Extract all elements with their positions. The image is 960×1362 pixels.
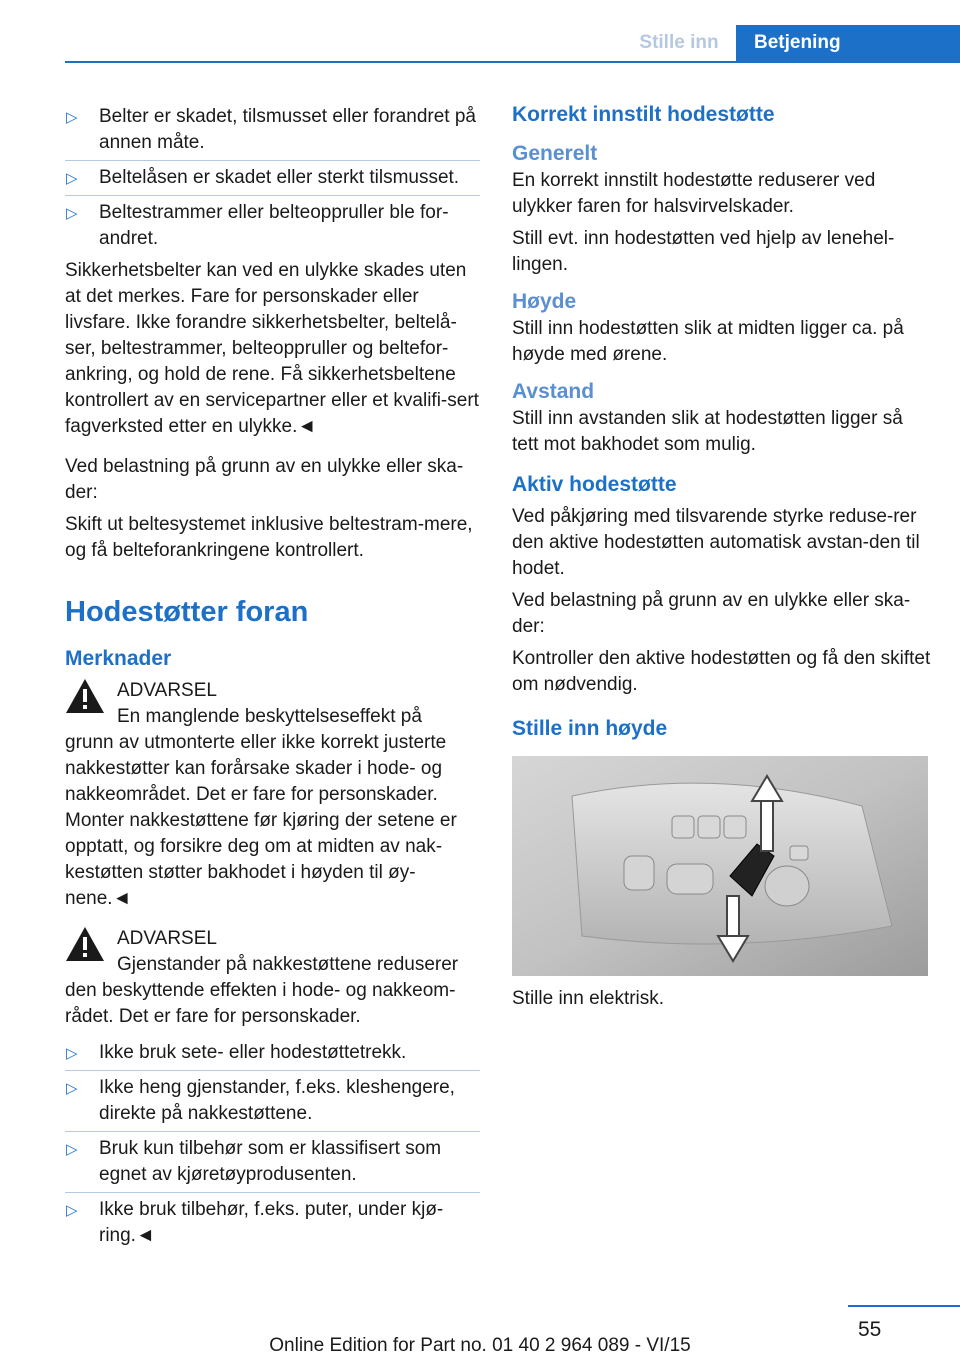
triangle-right-icon: ▷	[66, 1141, 78, 1158]
paragraph: Ved påkjøring med tilsvarende styrke reduse-rer den aktive hodestøtten automatisk avstan-den til hodet.	[512, 506, 920, 579]
heading-stille-inn-hoyde: Stille inn høyde	[512, 717, 668, 740]
left-column	[65, 100, 480, 1255]
triangle-right-icon: ▷	[66, 170, 78, 187]
tab-stille-inn[interactable]: Stille inn	[639, 32, 719, 53]
warning-triangle-icon	[65, 678, 105, 714]
page-number: 55	[858, 1318, 882, 1341]
list-item: ▷ Ikke heng gjenstander, f.eks. kleshengere, direkte på nakkestøttene.	[65, 1071, 480, 1132]
heading-aktiv-hodestotte: Aktiv hodestøtte	[512, 473, 677, 496]
triangle-right-icon: ▷	[66, 1045, 78, 1062]
subheading-generelt: Generelt	[512, 142, 598, 165]
paragraph-load: Ved belastning på grunn av en ulykke eller ska-der:	[65, 456, 464, 503]
list-item: ▷ Beltestrammer eller belteoppruller ble for-andret.	[66, 202, 449, 249]
paragraph: En korrekt innstilt hodestøtte reduserer ved ulykker faren for halsvirvelskader.	[512, 170, 876, 217]
heading-merknader: Merknader	[65, 647, 172, 670]
seat-control-photo	[512, 756, 928, 976]
triangle-right-icon: ▷	[66, 205, 78, 222]
bullet-list-bottom	[65, 1036, 480, 1253]
paragraph-replace: Skift ut beltesystemet inklusive beltestram-mere, og få belteforankringene kontrollert.	[65, 514, 473, 561]
paragraph-belt-damage: Sikkerhetsbelter kan ved en ulykke skades uten at det merkes. Fare for personskader eller livsfare. Ikke forandre sikkerhetsbelter, beltelå-ser, beltestrammer, belteoppruller og beltefor-ankring, og hold de rene. Få sikkerhetsbeltene kontrollert av en servicepartner eller et kvalifi-sert fagverksted etter en ulykke.◄	[65, 260, 479, 437]
header-tabs	[622, 25, 960, 61]
paragraph: Ved belastning på grunn av en ulykke eller ska-der:	[512, 590, 911, 637]
tab-betjening[interactable]: Betjening	[736, 25, 960, 61]
right-column	[512, 100, 932, 1018]
bullet-list-top	[65, 100, 480, 256]
footer-rule	[848, 1305, 960, 1307]
triangle-right-icon: ▷	[66, 1080, 78, 1097]
subheading-avstand: Avstand	[512, 380, 595, 403]
header-rule	[65, 61, 960, 63]
warning-text-first: En manglende beskyttelseseffekt på	[117, 706, 422, 727]
warning-triangle-icon	[65, 926, 105, 962]
paragraph: Kontroller den aktive hodestøtten og få den skiftet om nødvendig.	[512, 648, 931, 695]
paragraph: Still inn avstanden slik at hodestøtten ligger så tett mot bakhodet som mulig.	[512, 408, 903, 455]
list-item: ▷ Bruk kun tilbehør som er klassifisert som egnet av kjøretøyprodusenten.	[65, 1132, 480, 1193]
subheading-hoyde: Høyde	[512, 290, 577, 313]
warning-title: ADVARSEL	[117, 928, 217, 949]
triangle-right-icon: ▷	[66, 1202, 78, 1219]
warning-block-2	[65, 926, 480, 1030]
triangle-right-icon: ▷	[66, 109, 78, 126]
heading-hodestotter: Hodestøtter foran	[65, 596, 309, 628]
paragraph: Still inn hodestøtten slik at midten ligger ca. på høyde med ørene.	[512, 318, 904, 365]
list-item: ▷ Ikke bruk sete- eller hodestøttetrekk.	[65, 1036, 480, 1071]
list-item: ▷ Belter er skadet, tilsmusset eller forandret på annen måte.	[65, 100, 480, 161]
figure-caption: Stille inn elektrisk.	[512, 988, 665, 1009]
warning-text: den beskyttende effekten i hode- og nakkeom-rådet. Det er fare for personskader.	[65, 980, 456, 1027]
edition-line: Online Edition for Part no. 01 40 2 964 089 - VI/15	[269, 1335, 691, 1356]
warning-title: ADVARSEL	[117, 680, 217, 701]
warning-text: grunn av utmonterte eller ikke korrekt justerte nakkestøtter kan forårsake skader i hode- og nakkeområdet. Det er fare for personskader. Monter nakkestøttene før kjøring der setene er opptatt, og forsikre deg om at midten av nak-kestøtten støtter bakhodet i høyden til øy-nene.◄	[65, 732, 457, 909]
paragraph: Still evt. inn hodestøtten ved hjelp av lenehel-lingen.	[512, 228, 895, 275]
warning-text-first: Gjenstander på nakkestøttene reduserer	[117, 954, 459, 975]
warning-block-1	[65, 678, 480, 912]
heading-korrekt-innstilt: Korrekt innstilt hodestøtte	[512, 103, 775, 126]
list-item: ▷ Beltelåsen er skadet eller sterkt tilsmusset.	[65, 161, 480, 196]
list-item: ▷ Ikke bruk tilbehør, f.eks. puter, under kjø-ring.◄	[66, 1199, 444, 1246]
